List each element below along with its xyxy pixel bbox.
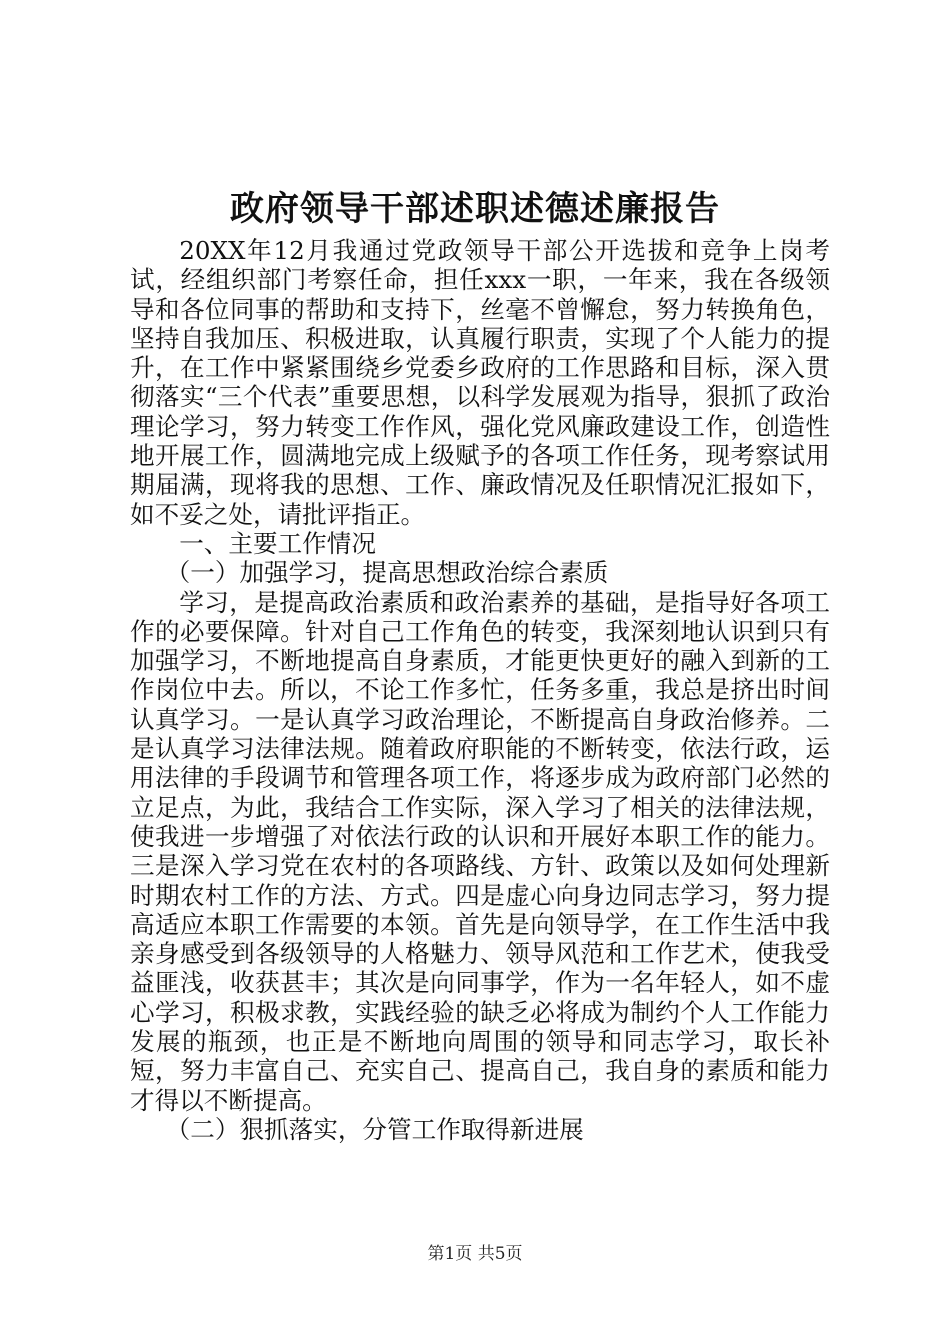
document-title: 政府领导干部述职述德述廉报告 [230,189,720,229]
intro-paragraph: 20XX年12月我通过党政领导干部公开选拔和竞争上岗考试，经组织部门考察任命，担任xxx一职，一年来，我在各级领导和各位同事的帮助和支持下，丝毫不曾懈怠，努力转换角色，坚持自我加压、积极进取，认真履行职责，实现了个人能力的提升，在工作中紧紧围绕乡党委乡政府的工作思路和目标，深入贯彻落实“三个代表”重要思想，以科学发展观为指导，狠抓了政治理论学习，努力转变工作作风，强化党风廉政建设工作，创造性地开展工作，圆满地完成上级赋予的各项工作任务，现考察试用期届满，现将我的思想、工作、廉政情况及任职情况汇报如下，如不妥之处，请批评指正。 [130,236,830,529]
section-heading-main-work: 一、主要工作情况 [179,528,376,558]
subsection-heading-implementation: （二）狠抓落实，分管工作取得新进展 [165,1114,584,1144]
document-body [130,236,830,1144]
subsection-heading-study: （一）加强学习，提高思想政治综合素质 [165,558,609,588]
study-paragraph: 学习，是提高政治素质和政治素养的基础，是指导好各项工作的必要保障。针对自己工作角色的转变，我深刻地认识到只有加强学习，不断地提高自身素质，才能更快更好的融入到新的工作岗位中去。所以，不论工作多忙，任务多重，我总是挤出时间认真学习。一是认真学习政治理论，不断提高自身政治修养。二是认真学习法律法规。随着政府职能的不断转变，依法行政，运用法律的手段调节和管理各项工作，将逐步成为政府部门必然的立足点，为此，我结合工作实际，深入学习了相关的法律法规，使我进一步增强了对依法行政的认识和开展好本职工作的能力。三是深入学习党在农村的各项路线、方针、政策以及如何处理新时期农村工作的方法、方式。四是虚心向身边同志学习，努力提高适应本职工作需要的本领。首先是向领导学，在工作生活中我亲身感受到各级领导的人格魅力、领导风范和工作艺术，使我受益匪浅，收获甚丰；其次是向同事学，作为一名年轻人，如不虚心学习，积极求教，实践经验的缺乏必将成为制约个人工作能力发展的瓶颈，也正是不断地向周围的领导和同志学习，取长补短，努力丰富自己、充实自己、提高自己，我自身的素质和能力才得以不断提高。 [130,587,830,1115]
page-number-footer: 第1页 共5页 [427,1244,523,1264]
